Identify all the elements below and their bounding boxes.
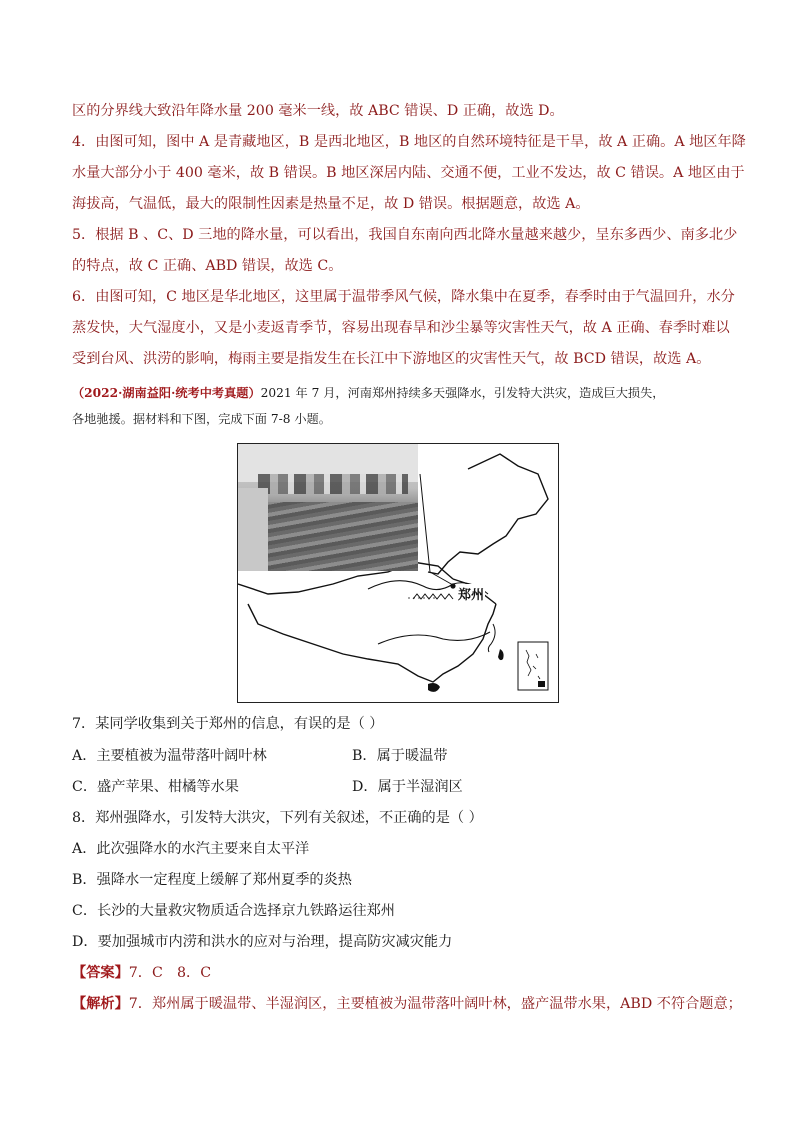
zhengzhou-flood-figure: [237, 443, 559, 703]
text-line: 区的分界线大致沿年降水量 200 毫米一线，故 ABC 错误、D 正确，故选 D。: [72, 103, 564, 119]
question-7-option-d: D．属于半湿润区: [352, 779, 463, 795]
question-7-option-c: C．盛产苹果、柑橘等水果: [72, 779, 239, 795]
answer-tag: 【答案】: [72, 965, 129, 981]
question-8-option-b: B．强降水一定程度上缓解了郑州夏季的炎热: [72, 872, 352, 888]
question-intro: [72, 383, 732, 403]
answer-text: 7．C 8．C: [128, 965, 212, 981]
question-7-option-a: A．主要植被为温带落叶阔叶林: [72, 748, 267, 764]
question-8-option-d: D．要加强城市内涝和洪水的应对与治理，提高防灾减灾能力: [72, 934, 453, 950]
question-8-option-a: A．此次强降水的水汽主要来自太平洋: [72, 841, 310, 857]
analysis-tag: 【解析】: [72, 996, 129, 1012]
text-line: 6．由图可知，C 地区是华北地区，这里属于温带季风气候，降水集中在夏季，春季时由于气温回升，水分: [72, 289, 735, 305]
text-line: 的特点，故 C 正确、ABD 错误，故选 C。: [72, 258, 343, 274]
flood-photo: [238, 444, 418, 571]
answer-line: [72, 963, 732, 983]
text-line: 5．根据 B 、C、D 三地的降水量，可以看出，我国自东南向西北降水量越来越少，呈东多西少、南多北少: [72, 227, 738, 243]
text-line: 蒸发快，大气湿度小，又是小麦返青季节，容易出现春旱和沙尘暴等灾害性天气，故 A 正确、春季时难以: [72, 320, 730, 336]
text-line: 水量大部分小于 400 毫米，故 B 错误。B 地区深居内陆、交通不便，工业不发达，故 C 错误。A 地区由于: [72, 165, 745, 181]
analysis-line: [72, 994, 742, 1014]
question-8-stem: 8．郑州强降水，引发特大洪灾，下列有关叙述，不正确的是（ ）: [72, 810, 483, 826]
text-line: 海拔高，气温低，最大的限制性因素是热量不足，故 D 错误。根据题意，故选 A。: [72, 196, 590, 212]
analysis-text: 7．郑州属于暖温带、半湿润区，主要植被为温带落叶阔叶林，盛产温带水果，ABD 不符合题意；: [128, 996, 742, 1012]
question-intro-cont: 各地驰援。据材料和下图，完成下面 7-8 小题。: [72, 412, 331, 426]
text-line: 受到台风、洪涝的影响，梅雨主要是指发生在长江中下游地区的灾害性天气，故 BCD 错误，故选 A。: [72, 351, 711, 367]
question-7-option-b: B．属于暖温带: [352, 748, 448, 764]
text-line: 4．由图可知，图中 A 是青藏地区，B 是西北地区，B 地区的自然环境特征是干旱，故 A 正确。A 地区年降: [72, 134, 746, 150]
zhengzhou-label: 郑州: [457, 584, 485, 603]
intro-text: 2021 年 7 月，河南郑州持续多天强降水，引发特大洪灾，造成巨大损失，: [260, 386, 665, 400]
question-8-option-c: C．长沙的大量救灾物质适合选择京九铁路运往郑州: [72, 903, 395, 919]
question-7-stem: 7．某同学收集到关于郑州的信息，有误的是（ ）: [72, 716, 384, 732]
source-label: （2022·湖南益阳·统考中考真题）: [72, 386, 261, 400]
